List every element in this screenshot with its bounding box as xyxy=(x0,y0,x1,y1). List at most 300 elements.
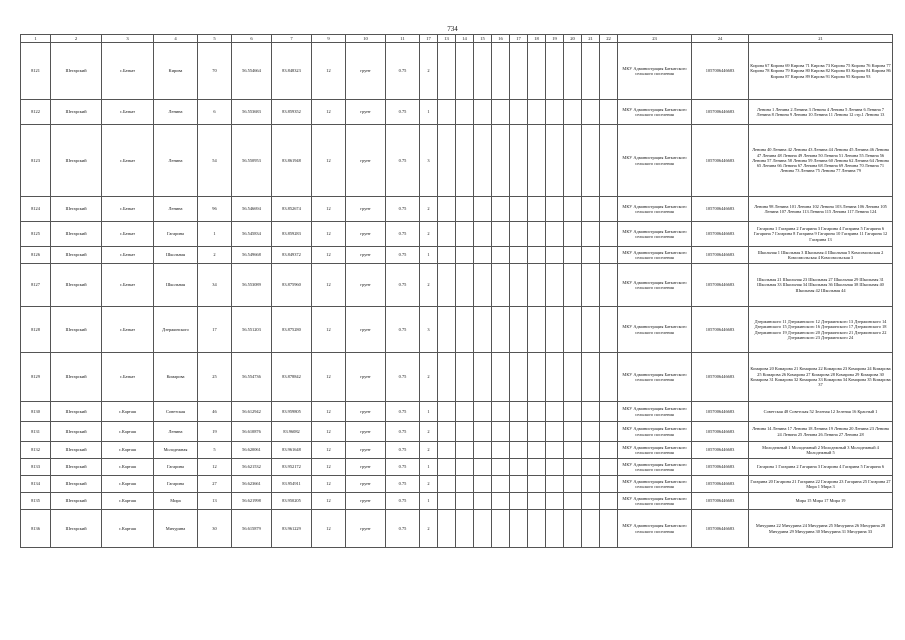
row-number: 8133 xyxy=(21,459,51,476)
ogrn-cell: 1057006446683 xyxy=(692,264,749,307)
served-addresses-cell: Мичурина 22 Мичурина 24 Мичурина 25 Мичурина 26 Мичурина 28 Мичурина 29 Мичурина 30 Мичурина 31 Мичурина 33 xyxy=(749,510,893,548)
empty-cell xyxy=(546,247,564,264)
settlement-cell: с.Баткат xyxy=(102,197,154,222)
empty-cell xyxy=(474,476,492,493)
longitude-cell: 83.954911 xyxy=(272,476,312,493)
house-cell: 54 xyxy=(198,125,232,197)
empty-cell xyxy=(528,402,546,422)
organization-cell: МКУ Администрация Баткатского сельского поселения xyxy=(618,459,692,476)
empty-cell xyxy=(582,459,600,476)
empty-cell xyxy=(492,222,510,247)
ogrn-cell: 1057006446683 xyxy=(692,307,749,353)
empty-cell xyxy=(456,459,474,476)
empty-cell xyxy=(474,197,492,222)
empty-cell xyxy=(492,402,510,422)
container-count-cell: 2 xyxy=(420,222,438,247)
empty-cell xyxy=(438,422,456,442)
street-cell: Ленина xyxy=(154,422,198,442)
area-cell: 12 xyxy=(312,197,346,222)
empty-cell xyxy=(492,493,510,510)
empty-cell xyxy=(582,402,600,422)
empty-cell xyxy=(456,125,474,197)
empty-cell xyxy=(510,197,528,222)
organization-cell: МКУ Администрация Баткатского сельского поселения xyxy=(618,247,692,264)
empty-cell xyxy=(546,493,564,510)
column-number-13: 14 xyxy=(456,35,474,43)
longitude-cell: 83.849372 xyxy=(272,247,312,264)
row-number: 8135 xyxy=(21,493,51,510)
empty-cell xyxy=(564,43,582,100)
district-cell: Шегарский xyxy=(51,125,102,197)
table-row xyxy=(21,459,893,476)
empty-cell xyxy=(474,43,492,100)
row-number: 8130 xyxy=(21,402,51,422)
surface-cell: грунт xyxy=(346,422,386,442)
column-number-7: 7 xyxy=(272,35,312,43)
empty-cell xyxy=(510,402,528,422)
row-number: 8127 xyxy=(21,264,51,307)
organization-cell: МКУ Администрация Баткатского сельского поселения xyxy=(618,493,692,510)
empty-cell xyxy=(600,422,618,442)
empty-cell xyxy=(546,402,564,422)
empty-cell xyxy=(546,125,564,197)
surface-cell: грунт xyxy=(346,125,386,197)
empty-cell xyxy=(546,197,564,222)
column-number-4: 4 xyxy=(154,35,198,43)
empty-cell xyxy=(582,125,600,197)
district-cell: Шегарский xyxy=(51,264,102,307)
volume-cell: 0.75 xyxy=(386,247,420,264)
surface-cell: грунт xyxy=(346,247,386,264)
empty-cell xyxy=(510,459,528,476)
organization-cell: МКУ Администрация Баткатского сельского поселения xyxy=(618,353,692,402)
district-cell: Шегарский xyxy=(51,442,102,459)
empty-cell xyxy=(546,264,564,307)
empty-cell xyxy=(528,493,546,510)
organization-cell: МКУ Администрация Баткатского сельского поселения xyxy=(618,222,692,247)
volume-cell: 0.75 xyxy=(386,100,420,125)
surface-cell: грунт xyxy=(346,476,386,493)
surface-cell: грунт xyxy=(346,43,386,100)
empty-cell xyxy=(600,43,618,100)
street-cell: Гагарина xyxy=(154,222,198,247)
empty-cell xyxy=(438,125,456,197)
empty-cell xyxy=(582,264,600,307)
table-row xyxy=(21,476,893,493)
empty-cell xyxy=(510,442,528,459)
empty-cell xyxy=(528,264,546,307)
organization-cell: МКУ Администрация Баткатского сельского поселения xyxy=(618,402,692,422)
street-cell: Школьная xyxy=(154,264,198,307)
area-cell: 12 xyxy=(312,222,346,247)
latitude-cell: 56.545834 xyxy=(232,222,272,247)
ogrn-cell: 1057006446683 xyxy=(692,422,749,442)
surface-cell: грунт xyxy=(346,353,386,402)
settlement-cell: с.Карташ xyxy=(102,459,154,476)
surface-cell: грунт xyxy=(346,493,386,510)
surface-cell: грунт xyxy=(346,307,386,353)
empty-cell xyxy=(564,402,582,422)
longitude-cell: 83.950205 xyxy=(272,493,312,510)
organization-cell: МКУ Администрация Баткатского сельского поселения xyxy=(618,422,692,442)
table-row xyxy=(21,247,893,264)
container-count-cell: 3 xyxy=(420,307,438,353)
longitude-cell: 83.861948 xyxy=(272,125,312,197)
empty-cell xyxy=(492,264,510,307)
served-addresses-cell: Ленина 98 Ленина 101 Ленина 102 Ленина 103 Ленина 106 Ленина 105 Ленина 107 Ленина 113 Ленина 115 Ленина 117 Ленина 124 xyxy=(749,197,893,222)
empty-cell xyxy=(564,422,582,442)
empty-cell xyxy=(492,43,510,100)
column-number-10: 11 xyxy=(386,35,420,43)
district-cell: Шегарский xyxy=(51,422,102,442)
table-row xyxy=(21,43,893,100)
settlement-cell: с.Карташ xyxy=(102,422,154,442)
empty-cell xyxy=(600,247,618,264)
ogrn-cell: 1057006446683 xyxy=(692,125,749,197)
table-row xyxy=(21,493,893,510)
empty-cell xyxy=(492,422,510,442)
settlement-cell: с.Баткат xyxy=(102,222,154,247)
empty-cell xyxy=(492,197,510,222)
table-row xyxy=(21,222,893,247)
empty-cell xyxy=(438,43,456,100)
district-cell: Шегарский xyxy=(51,307,102,353)
container-count-cell: 3 xyxy=(420,125,438,197)
empty-cell xyxy=(600,222,618,247)
row-number: 8124 xyxy=(21,197,51,222)
volume-cell: 0.75 xyxy=(386,493,420,510)
longitude-cell: 83.878842 xyxy=(272,353,312,402)
longitude-cell: 83.959805 xyxy=(272,402,312,422)
organization-cell: МКУ Администрация Баткатского сельского поселения xyxy=(618,307,692,353)
ogrn-cell: 1057006446683 xyxy=(692,402,749,422)
empty-cell xyxy=(546,422,564,442)
organization-cell: МКУ Администрация Баткатского сельского поселения xyxy=(618,43,692,100)
empty-cell xyxy=(564,353,582,402)
served-addresses-cell: Гагарина 1 Гагарина 2 Гагарина 3 Гагарина 4 Гагарина 5 Гагарина 6 Гагарина 7 Гагарина 8 Гагарина 9 Гагарина 10 Гагарина 11 Гагарина 12 Гагарина 13 xyxy=(749,222,893,247)
surface-cell: грунт xyxy=(346,510,386,548)
column-number-14: 15 xyxy=(474,35,492,43)
district-cell: Шегарский xyxy=(51,43,102,100)
longitude-cell: 83.961648 xyxy=(272,442,312,459)
empty-cell xyxy=(510,222,528,247)
organization-cell: МКУ Администрация Баткатского сельского поселения xyxy=(618,510,692,548)
house-cell: 34 xyxy=(198,264,232,307)
settlement-cell: с.Баткат xyxy=(102,247,154,264)
empty-cell xyxy=(546,222,564,247)
table-row xyxy=(21,307,893,353)
surface-cell: грунт xyxy=(346,402,386,422)
house-cell: 6 xyxy=(198,100,232,125)
container-count-cell: 2 xyxy=(420,264,438,307)
house-cell: 46 xyxy=(198,402,232,422)
row-number: 8128 xyxy=(21,307,51,353)
empty-cell xyxy=(600,307,618,353)
empty-cell xyxy=(564,307,582,353)
row-number: 8125 xyxy=(21,222,51,247)
served-addresses-cell: Дзержинского 11 Дзержинского 12 Дзержинского 13 Дзержинского 14 Дзержинского 15 Дзержинского 16 Дзержинского 17 Дзержинского 18 Дзержинского 19 Дзержинского 20 Дзержинского 21 Дзержинского 22 Дзержинского 23 Дзержинского 24 xyxy=(749,307,893,353)
column-number-18: 19 xyxy=(546,35,564,43)
empty-cell xyxy=(564,100,582,125)
empty-cell xyxy=(510,510,528,548)
empty-cell xyxy=(456,510,474,548)
empty-cell xyxy=(474,353,492,402)
empty-cell xyxy=(564,510,582,548)
column-number-19: 20 xyxy=(564,35,582,43)
empty-cell xyxy=(564,493,582,510)
served-addresses-cell: Ленина 40 Ленина 42 Ленина 43 Ленина 44 Ленина 45 Ленина 46 Ленина 47 Ленина 48 Ленина 49 Ленина 50 Ленина 51 Ленина 55 Ленина 56 Ленина 57 Ленина 58 Ленина 59 Ленина 60 Ленина 62 Ленина 64 Ленина 65 Ленина 66 Ленина 67 Ленина 68 Ленина 69 Ленина 70 Ленина 71 Ленина 73 Ленина 75 Ленина 77 Ленина 79 xyxy=(749,125,893,197)
waste-sites-table xyxy=(20,34,893,548)
longitude-cell: 83.961229 xyxy=(272,510,312,548)
empty-cell xyxy=(438,307,456,353)
latitude-cell: 56.551203 xyxy=(232,307,272,353)
empty-cell xyxy=(564,476,582,493)
empty-cell xyxy=(600,476,618,493)
served-addresses-cell: Ленина 1 Ленина 2 Ленина 3 Ленина 4 Ленина 5 Ленина 6 Ленина 7 Ленина 8 Ленина 9 Ленина 10 Ленина 11 Ленина 12 стр.1 Ленина 13 xyxy=(749,100,893,125)
column-number-12: 13 xyxy=(438,35,456,43)
empty-cell xyxy=(438,402,456,422)
table-row xyxy=(21,264,893,307)
column-number-1: 1 xyxy=(21,35,51,43)
street-cell: Дзержинского xyxy=(154,307,198,353)
house-cell: 30 xyxy=(198,510,232,548)
empty-cell xyxy=(474,307,492,353)
empty-cell xyxy=(438,100,456,125)
empty-cell xyxy=(492,353,510,402)
volume-cell: 0.75 xyxy=(386,476,420,493)
empty-cell xyxy=(456,222,474,247)
empty-cell xyxy=(582,493,600,510)
settlement-cell: с.Карташ xyxy=(102,442,154,459)
empty-cell xyxy=(528,197,546,222)
ogrn-cell: 1057006446683 xyxy=(692,100,749,125)
container-count-cell: 1 xyxy=(420,402,438,422)
empty-cell xyxy=(474,125,492,197)
empty-cell xyxy=(546,353,564,402)
street-cell: Гагарина xyxy=(154,476,198,493)
column-number-24: 21 xyxy=(749,35,893,43)
empty-cell xyxy=(492,476,510,493)
column-number-6: 6 xyxy=(232,35,272,43)
empty-cell xyxy=(492,510,510,548)
empty-cell xyxy=(546,442,564,459)
house-cell: 70 xyxy=(198,43,232,100)
empty-cell xyxy=(600,264,618,307)
empty-cell xyxy=(474,222,492,247)
empty-cell xyxy=(492,307,510,353)
column-number-3: 3 xyxy=(102,35,154,43)
container-count-cell: 1 xyxy=(420,459,438,476)
latitude-cell: 56.621998 xyxy=(232,493,272,510)
empty-cell xyxy=(546,476,564,493)
column-number-8: 9 xyxy=(312,35,346,43)
empty-cell xyxy=(600,125,618,197)
empty-cell xyxy=(528,43,546,100)
empty-cell xyxy=(456,307,474,353)
area-cell: 12 xyxy=(312,510,346,548)
empty-cell xyxy=(474,247,492,264)
ogrn-cell: 1057006446683 xyxy=(692,476,749,493)
latitude-cell: 56.621532 xyxy=(232,459,272,476)
empty-cell xyxy=(528,422,546,442)
street-cell: Ленина xyxy=(154,197,198,222)
column-number-16: 17 xyxy=(510,35,528,43)
empty-cell xyxy=(474,422,492,442)
empty-cell xyxy=(582,476,600,493)
empty-cell xyxy=(564,442,582,459)
district-cell: Шегарский xyxy=(51,402,102,422)
latitude-cell: 56.620061 xyxy=(232,442,272,459)
empty-cell xyxy=(564,125,582,197)
surface-cell: грунт xyxy=(346,459,386,476)
latitude-cell: 56.615879 xyxy=(232,510,272,548)
district-cell: Шегарский xyxy=(51,197,102,222)
empty-cell xyxy=(474,459,492,476)
volume-cell: 0.75 xyxy=(386,43,420,100)
volume-cell: 0.75 xyxy=(386,353,420,402)
area-cell: 12 xyxy=(312,125,346,197)
container-count-cell: 2 xyxy=(420,353,438,402)
district-cell: Шегарский xyxy=(51,459,102,476)
settlement-cell: с.Баткат xyxy=(102,307,154,353)
area-cell: 12 xyxy=(312,459,346,476)
empty-cell xyxy=(456,493,474,510)
empty-cell xyxy=(564,459,582,476)
volume-cell: 0.75 xyxy=(386,510,420,548)
volume-cell: 0.75 xyxy=(386,222,420,247)
empty-cell xyxy=(438,510,456,548)
settlement-cell: с.Баткат xyxy=(102,264,154,307)
latitude-cell: 56.553089 xyxy=(232,264,272,307)
empty-cell xyxy=(528,247,546,264)
empty-cell xyxy=(582,100,600,125)
organization-cell: МКУ Администрация Баткатского сельского поселения xyxy=(618,264,692,307)
column-number-2: 2 xyxy=(51,35,102,43)
longitude-cell: 83.859283 xyxy=(272,222,312,247)
longitude-cell: 83.952172 xyxy=(272,459,312,476)
house-cell: 27 xyxy=(198,476,232,493)
ogrn-cell: 1057006446683 xyxy=(692,222,749,247)
empty-cell xyxy=(492,442,510,459)
longitude-cell: 83.875280 xyxy=(272,307,312,353)
empty-cell xyxy=(564,222,582,247)
area-cell: 12 xyxy=(312,493,346,510)
empty-cell xyxy=(528,510,546,548)
empty-cell xyxy=(456,353,474,402)
empty-cell xyxy=(438,353,456,402)
empty-cell xyxy=(510,100,528,125)
column-number-17: 18 xyxy=(528,35,546,43)
table-row xyxy=(21,353,893,402)
empty-cell xyxy=(582,422,600,442)
empty-cell xyxy=(600,493,618,510)
table-row xyxy=(21,442,893,459)
empty-cell xyxy=(438,264,456,307)
empty-cell xyxy=(600,442,618,459)
empty-cell xyxy=(600,353,618,402)
house-cell: 13 xyxy=(198,493,232,510)
settlement-cell: с.Баткат xyxy=(102,43,154,100)
column-number-15: 16 xyxy=(492,35,510,43)
empty-cell xyxy=(456,476,474,493)
column-number-5: 5 xyxy=(198,35,232,43)
empty-cell xyxy=(528,100,546,125)
area-cell: 12 xyxy=(312,402,346,422)
latitude-cell: 56.554736 xyxy=(232,353,272,402)
ogrn-cell: 1057006446683 xyxy=(692,247,749,264)
served-addresses-cell: Ленина 14 Ленина 17 Ленина 18 Ленина 19 Ленина 20 Ленина 23 Ленина 24 Ленина 25 Ленина 26 Ленина 27 Ленина 28 xyxy=(749,422,893,442)
street-cell: Кирова xyxy=(154,43,198,100)
empty-cell xyxy=(546,100,564,125)
district-cell: Шегарский xyxy=(51,353,102,402)
volume-cell: 0.75 xyxy=(386,125,420,197)
volume-cell: 0.75 xyxy=(386,422,420,442)
house-cell: 12 xyxy=(198,459,232,476)
empty-cell xyxy=(600,459,618,476)
empty-cell xyxy=(564,264,582,307)
street-cell: Молодежная xyxy=(154,442,198,459)
empty-cell xyxy=(474,510,492,548)
container-count-cell: 2 xyxy=(420,422,438,442)
empty-cell xyxy=(474,264,492,307)
settlement-cell: с.Карташ xyxy=(102,402,154,422)
ogrn-cell: 1057006446683 xyxy=(692,459,749,476)
empty-cell xyxy=(456,43,474,100)
street-cell: Гагарина xyxy=(154,459,198,476)
empty-cell xyxy=(492,125,510,197)
empty-cell xyxy=(438,442,456,459)
organization-cell: МКУ Администрация Баткатского сельского поселения xyxy=(618,197,692,222)
organization-cell: МКУ Администрация Баткатского сельского поселения xyxy=(618,442,692,459)
empty-cell xyxy=(582,510,600,548)
volume-cell: 0.75 xyxy=(386,264,420,307)
area-cell: 12 xyxy=(312,43,346,100)
empty-cell xyxy=(492,247,510,264)
volume-cell: 0.75 xyxy=(386,402,420,422)
street-cell: Ленина xyxy=(154,125,198,197)
empty-cell xyxy=(546,307,564,353)
container-count-cell: 1 xyxy=(420,247,438,264)
empty-cell xyxy=(564,247,582,264)
settlement-cell: с.Карташ xyxy=(102,476,154,493)
empty-cell xyxy=(528,353,546,402)
volume-cell: 0.75 xyxy=(386,197,420,222)
area-cell: 12 xyxy=(312,100,346,125)
empty-cell xyxy=(438,222,456,247)
row-number: 8129 xyxy=(21,353,51,402)
house-cell: 5 xyxy=(198,442,232,459)
row-number: 8121 xyxy=(21,43,51,100)
volume-cell: 0.75 xyxy=(386,459,420,476)
table-row xyxy=(21,402,893,422)
empty-cell xyxy=(600,510,618,548)
street-cell: Ленина xyxy=(154,100,198,125)
surface-cell: грунт xyxy=(346,197,386,222)
empty-cell xyxy=(456,247,474,264)
empty-cell xyxy=(582,353,600,402)
empty-cell xyxy=(528,442,546,459)
empty-cell xyxy=(438,476,456,493)
house-cell: 17 xyxy=(198,307,232,353)
ogrn-cell: 1057006446683 xyxy=(692,43,749,100)
empty-cell xyxy=(582,197,600,222)
empty-cell xyxy=(546,43,564,100)
empty-cell xyxy=(474,100,492,125)
district-cell: Шегарский xyxy=(51,476,102,493)
empty-cell xyxy=(438,493,456,510)
area-cell: 12 xyxy=(312,307,346,353)
organization-cell: МКУ Администрация Баткатского сельского поселения xyxy=(618,100,692,125)
